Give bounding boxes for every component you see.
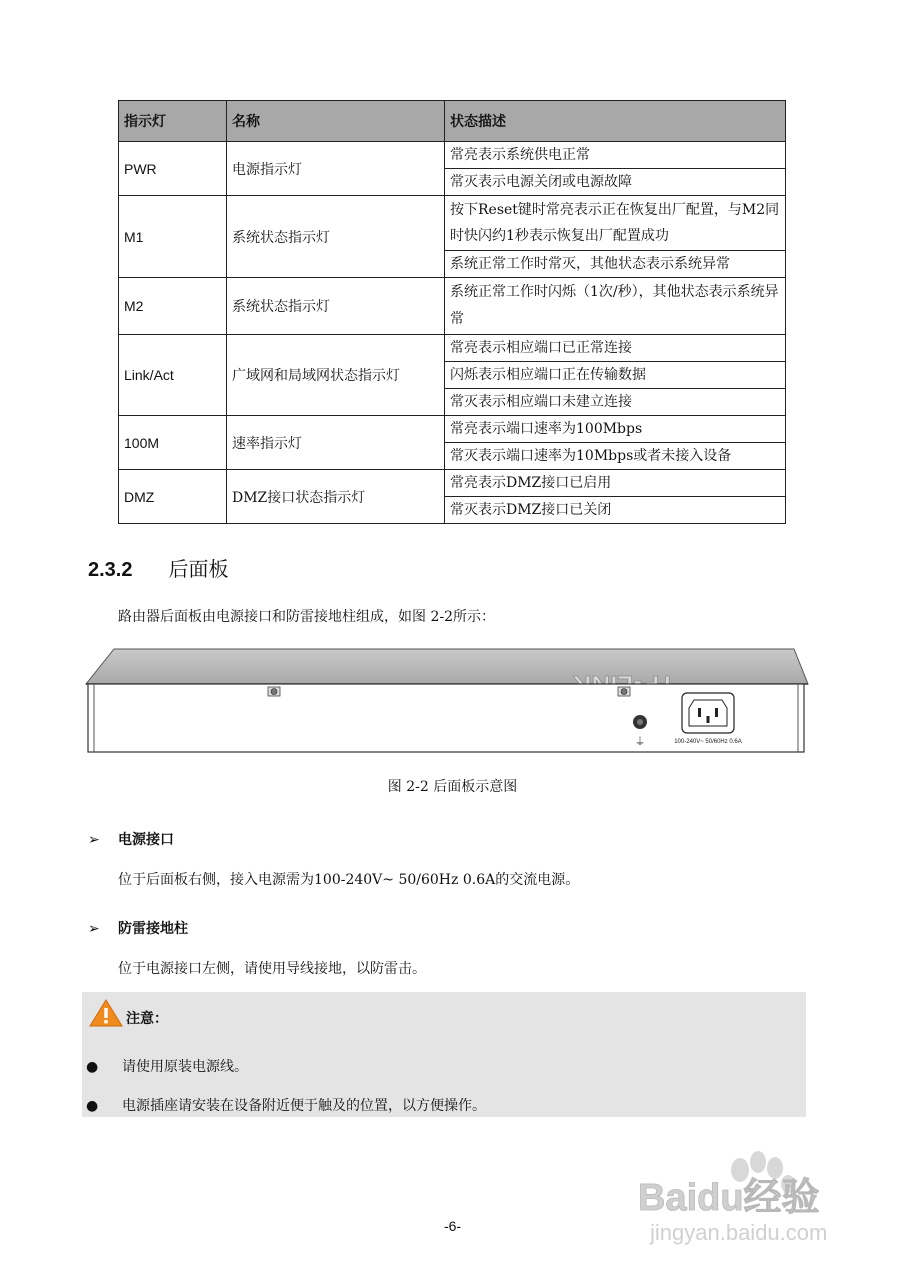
figure-caption: 图 2-2 后面板示意图 — [387, 779, 518, 795]
bullet-power-title — [88, 829, 174, 849]
header-name: 名称 — [227, 101, 445, 142]
table-row — [119, 416, 786, 443]
table-row — [119, 335, 786, 362]
note-title: 注意： — [126, 1011, 168, 1027]
note-header — [88, 998, 168, 1028]
indicator-cell: M2 — [119, 278, 227, 335]
bullet-power-body: 位于后面板右侧，接入电源需为100-240V~ 50/60Hz 0.6A的交流电源。 — [118, 872, 580, 888]
bullet-title-text: 防雷接地柱 — [118, 921, 188, 937]
power-socket-icon — [682, 693, 734, 733]
name-cell: 电源指示灯 — [227, 142, 445, 196]
bullet-dot: ● — [86, 1098, 99, 1114]
state-cell: 常灭表示端口速率为10Mbps或者未接入设备 — [445, 443, 786, 470]
state-cell: 系统正常工作时闪烁（1次/秒），其他状态表示系统异常 — [445, 278, 786, 335]
indicator-cell: M1 — [119, 196, 227, 278]
table-row — [119, 470, 786, 497]
indicator-cell: 100M — [119, 416, 227, 470]
table-header-row — [119, 101, 786, 142]
power-rating-label: 100-240V~ 50/60Hz 0.6A — [674, 739, 742, 745]
note-item — [82, 1095, 486, 1115]
note-item — [82, 1056, 248, 1076]
header-description: 状态描述 — [445, 101, 786, 142]
name-cell: DMZ接口状态指示灯 — [227, 470, 445, 524]
state-cell: 常亮表示系统供电正常 — [445, 142, 786, 169]
watermark-url: jingyan.baidu.com — [650, 1220, 828, 1245]
note-box — [82, 992, 806, 1117]
bullet-ground-body: 位于电源接口左侧，请使用导线接地，以防雷击。 — [118, 961, 426, 977]
grounding-post-icon — [633, 715, 647, 729]
state-cell: 常亮表示相应端口已正常连接 — [445, 335, 786, 362]
state-cell: 常灭表示DMZ接口已关闭 — [445, 497, 786, 524]
baidu-watermark — [630, 1140, 860, 1260]
state-cell: 系统正常工作时常灭，其他状态表示系统异常 — [445, 251, 786, 278]
screw-icon — [268, 687, 280, 696]
ground-symbol: ⏚ — [634, 735, 646, 748]
bullet-title-text: 电源接口 — [118, 832, 174, 848]
section-number: 2.3.2 — [88, 559, 133, 581]
intro-paragraph: 路由器后面板由电源接口和防雷接地柱组成，如图 2-2所示： — [118, 609, 495, 625]
indicator-cell: PWR — [119, 142, 227, 196]
warning-icon — [88, 998, 124, 1028]
chassis-top — [86, 649, 808, 684]
indicator-cell: Link/Act — [119, 335, 227, 416]
bullet-ground-title — [88, 918, 188, 938]
bullet-dot: ● — [86, 1059, 99, 1075]
name-cell: 广域网和局域网状态指示灯 — [227, 335, 445, 416]
name-cell: 系统状态指示灯 — [227, 278, 445, 335]
state-cell: 常灭表示电源关闭或电源故障 — [445, 169, 786, 196]
page-number: -6- — [443, 1218, 462, 1234]
watermark-logo: Baidu经验 — [638, 1177, 820, 1219]
screw-icon — [618, 687, 630, 696]
arrow-icon: ➢ — [88, 921, 100, 937]
state-cell: 常灭表示相应端口未建立连接 — [445, 389, 786, 416]
table-row — [119, 142, 786, 169]
table-row — [119, 196, 786, 251]
state-cell: 常亮表示端口速率为100Mbps — [445, 416, 786, 443]
state-cell: 闪烁表示相应端口正在传输数据 — [445, 362, 786, 389]
section-heading — [88, 553, 228, 582]
state-cell: 按下Reset键时常亮表示正在恢复出厂配置，与M2同时快闪约1秒表示恢复出厂配置成功 — [445, 196, 786, 251]
note-item-text: 电源插座请安装在设备附近便于触及的位置，以方便操作。 — [122, 1098, 486, 1114]
state-cell: 常亮表示DMZ接口已启用 — [445, 470, 786, 497]
rear-panel-figure — [84, 646, 820, 756]
indicator-table — [118, 100, 786, 524]
note-item-text: 请使用原装电源线。 — [122, 1059, 248, 1075]
indicator-cell: DMZ — [119, 470, 227, 524]
section-title: 后面板 — [168, 557, 229, 581]
name-cell: 系统状态指示灯 — [227, 196, 445, 278]
arrow-icon: ➢ — [88, 832, 100, 848]
header-indicator: 指示灯 — [119, 101, 227, 142]
name-cell: 速率指示灯 — [227, 416, 445, 470]
table-row — [119, 278, 786, 335]
